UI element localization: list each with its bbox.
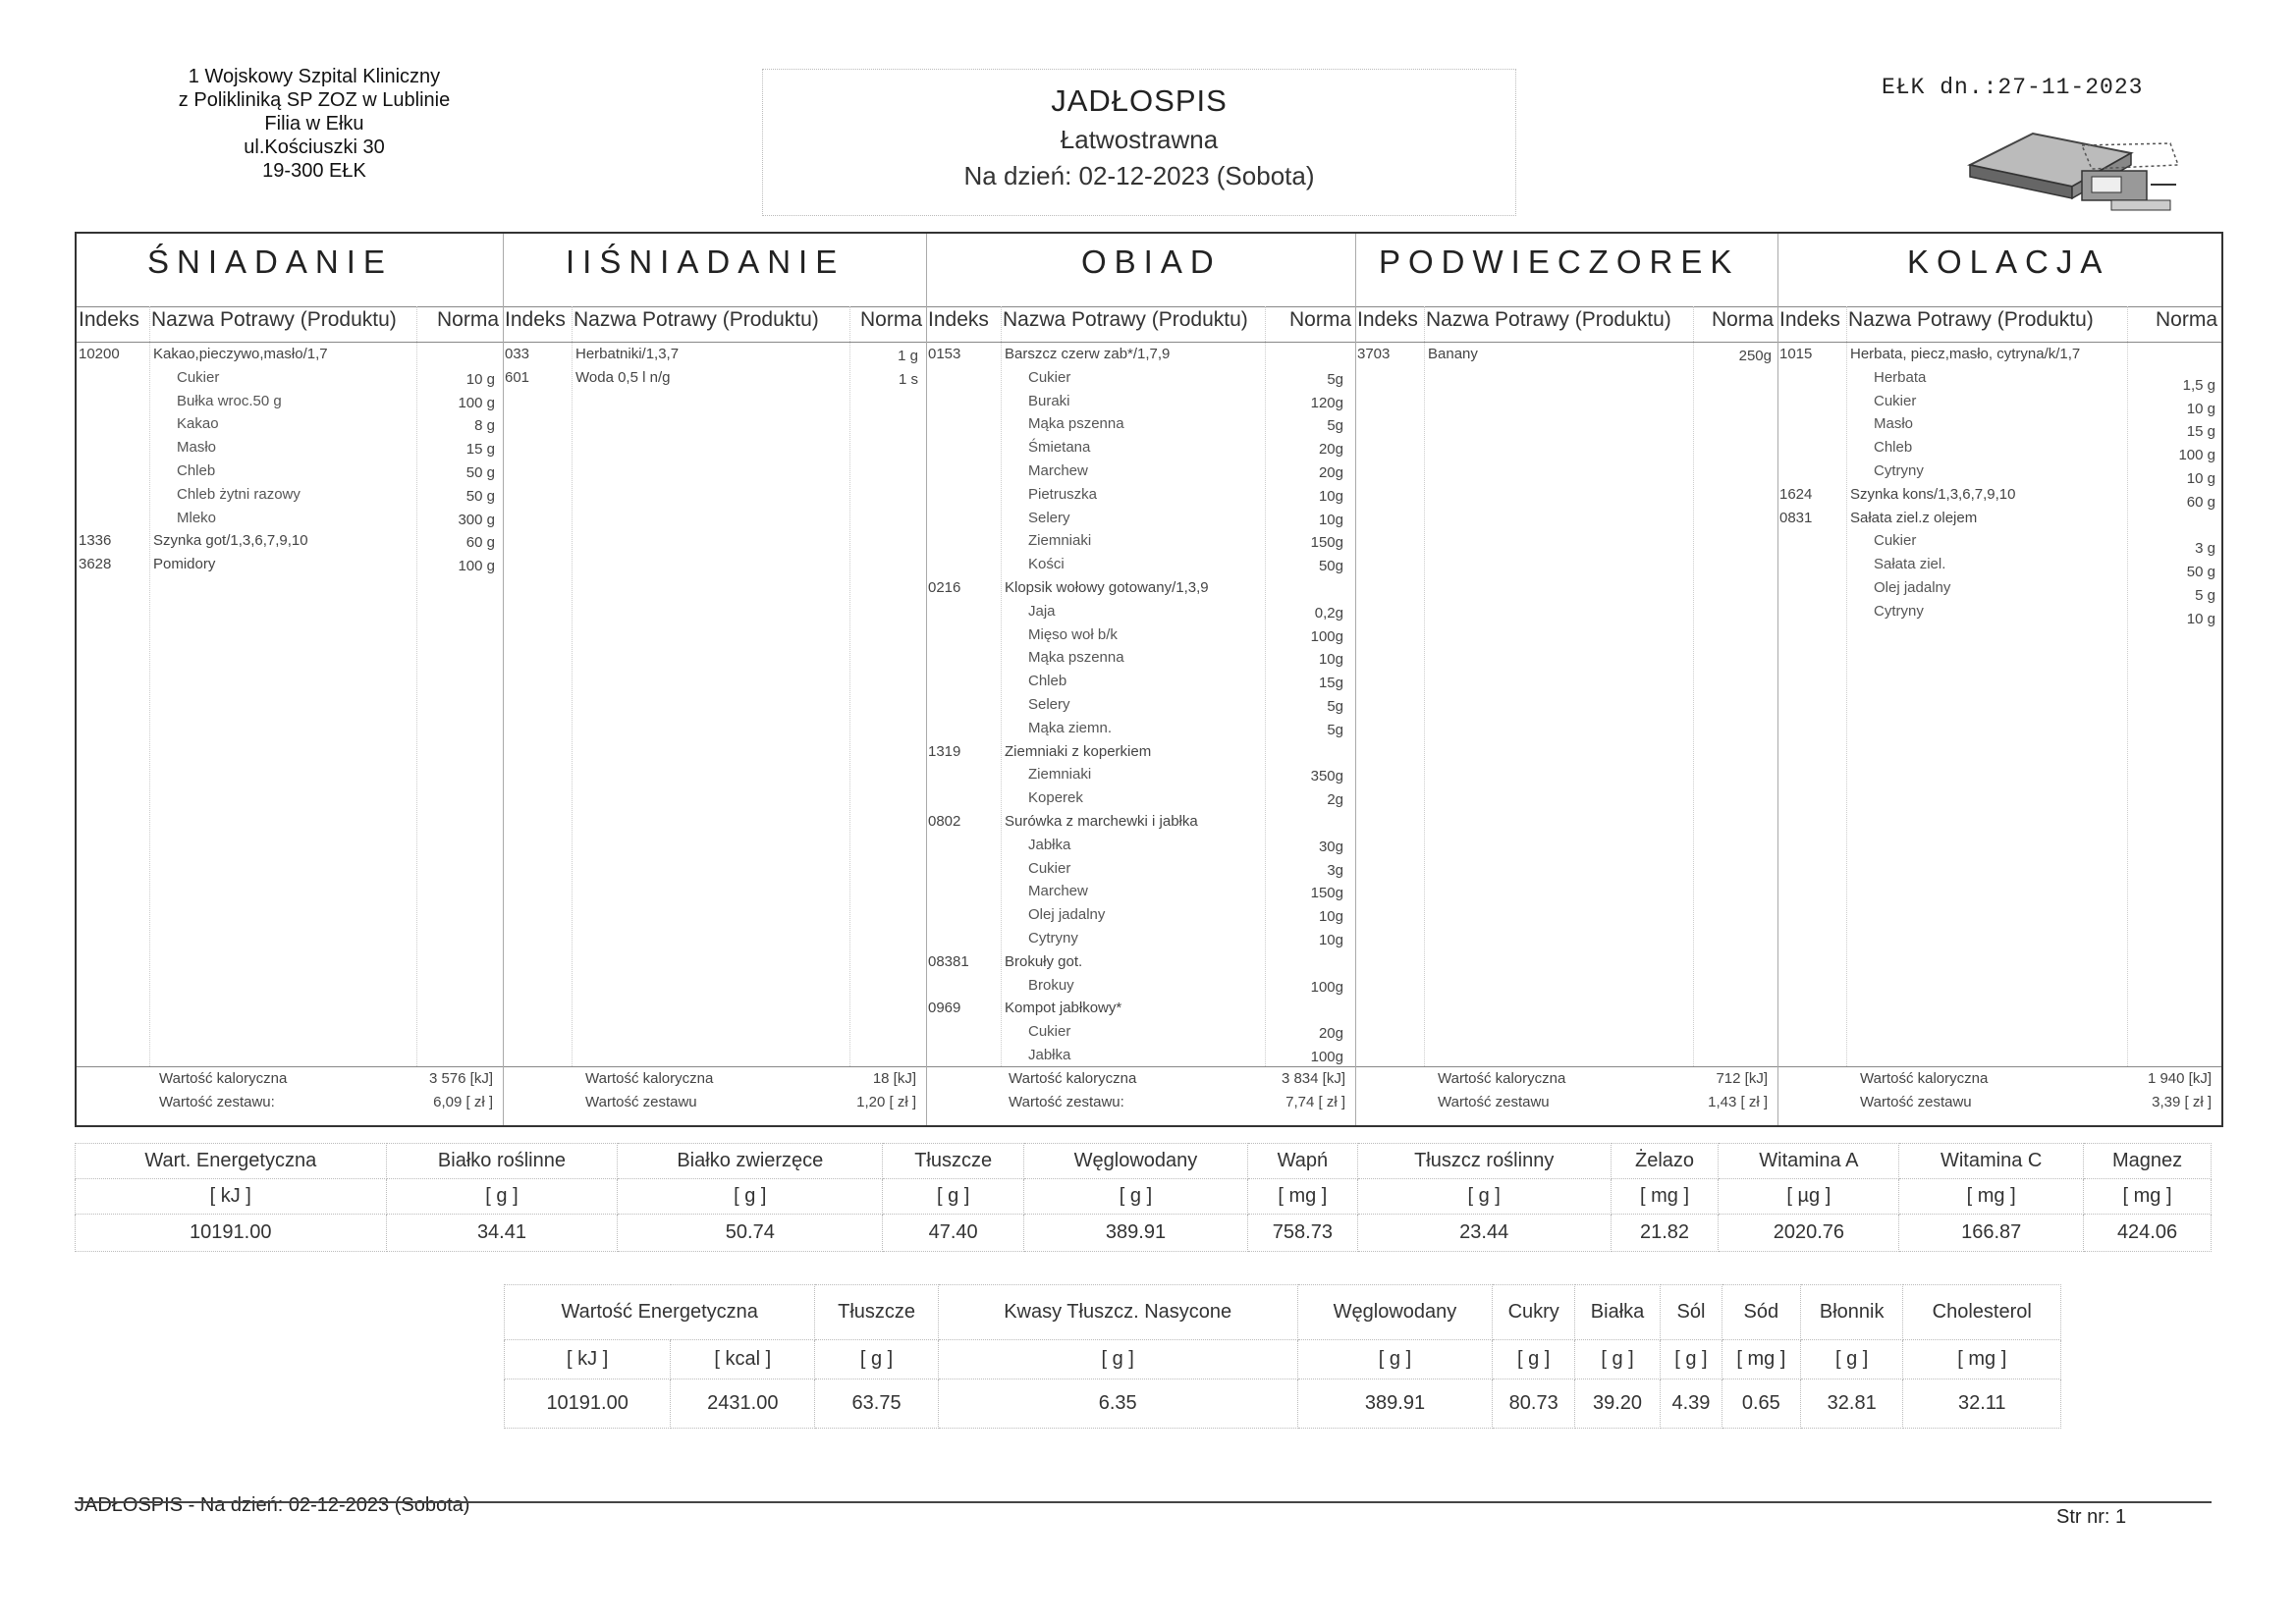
portion-norm: 5 g [2195,587,2215,604]
column-divider [149,306,150,1066]
page-number: Str nr: 1 [2056,1506,2127,1528]
portion-norm: 100g [1310,627,1343,645]
nutrition-unit: [ g ] [1661,1340,1722,1380]
nutrient-value: 10191.00 [76,1215,387,1252]
portion-norm: 5g [1327,721,1343,738]
nutrition-value: 80.73 [1493,1380,1575,1429]
nutrition-value: 4.39 [1661,1380,1722,1429]
nutrition-unit: [ kJ ] [505,1340,671,1380]
dish-index: 0802 [928,813,961,830]
calorie-label: Wartość kaloryczna [585,1070,714,1087]
nutrition-value: 39.20 [1574,1380,1660,1429]
cost-value: 7,74 [ zł ] [1285,1094,1345,1110]
nutrition-value: 389.91 [1297,1380,1493,1429]
ingredient-name: Marchew [1028,883,1088,900]
meal-title: KOLACJA [1907,243,2110,280]
portion-norm: 150g [1310,885,1343,902]
ingredient-name: Kości [1028,556,1065,573]
meal-table [75,232,2223,1127]
column-divider [1846,306,1847,1066]
portion-norm: 1 s [898,370,918,388]
col-header-name: Nazwa Potrawy (Produktu) [1426,308,1671,331]
dish-index: 0831 [1779,509,1813,526]
hospital-line: z Polikliniką SP ZOZ w Lublinie [178,89,451,111]
nutrient-unit: [ kJ ] [76,1179,387,1215]
dish-name: Szynka got/1,3,6,7,9,10 [153,532,308,550]
col-header-name: Nazwa Potrawy (Produktu) [151,308,397,331]
calorie-label: Wartość kaloryczna [159,1070,288,1087]
nutrition-value: 32.11 [1903,1380,2061,1429]
portion-norm: 10 g [465,370,495,388]
nutrition-header: Sól [1661,1285,1722,1340]
ingredient-name: Cukier [177,368,220,386]
portion-norm: 100 g [458,394,495,411]
portion-norm: 5g [1327,417,1343,435]
ingredient-name: Olej jadalny [1028,906,1106,924]
nutrient-header: Wart. Energetyczna [76,1144,387,1179]
portion-norm: 30g [1318,838,1343,855]
portion-norm: 10g [1318,487,1343,505]
nutrition-value: 63.75 [815,1380,938,1429]
col-header-index: Indeks [1779,308,1840,331]
portion-norm: 15 g [465,441,495,459]
ingredient-name: Selery [1028,696,1070,713]
nutrition-value: 32.81 [1800,1380,1903,1429]
hospital-line: Filia w Ełku [264,113,364,135]
meal-column-3 [926,234,1356,1125]
nutrition-header: Cukry [1493,1285,1575,1340]
portion-norm: 10g [1318,511,1343,528]
dish-name: Surówka z marchewki i jabłka [1005,813,1198,830]
dish-name: Klopsik wołowy gotowany/1,3,9 [1005,579,1209,596]
portion-norm: 3g [1327,861,1343,879]
nutrient-unit: [ mg ] [2084,1179,2212,1215]
calorie-value: 3 834 [kJ] [1281,1070,1345,1087]
ingredient-name: Mleko [177,509,217,526]
nutrient-value: 389.91 [1024,1215,1248,1252]
portion-norm: 10 g [2186,470,2215,487]
portion-norm: 20g [1318,464,1343,481]
cost-label: Wartość zestawu [1438,1094,1550,1110]
dish-name: Sałata ziel.z olejem [1850,509,1978,526]
calorie-label: Wartość kaloryczna [1438,1070,1566,1087]
portion-norm: 2g [1327,791,1343,809]
nutrient-unit: [ mg ] [1247,1179,1357,1215]
ingredient-name: Buraki [1028,392,1070,409]
ingredient-name: Cukier [1028,1023,1071,1041]
ingredient-name: Mąka ziemn. [1028,719,1113,736]
nutrient-value: 2020.76 [1719,1215,1899,1252]
ingredient-name: Cukier [1028,368,1071,386]
page-title: JADŁOSPIS [1051,83,1228,118]
dish-name: Brokuły got. [1005,952,1083,970]
column-divider [416,306,417,1066]
portion-norm: 10g [1318,651,1343,669]
nutrition-unit: [ g ] [938,1340,1297,1380]
dish-index: 0216 [928,579,961,596]
ingredient-name: Chleb żytni razowy [177,485,301,503]
col-header-index: Indeks [505,308,566,331]
calorie-value: 1 940 [kJ] [2147,1070,2212,1087]
nutrition-unit: [ mg ] [1722,1340,1800,1380]
dish-name: Kompot jabłkowy* [1005,1000,1122,1017]
ingredient-name: Cukier [1874,392,1917,409]
portion-norm: 350g [1310,768,1343,785]
nutrient-unit: [ g ] [1357,1179,1611,1215]
column-divider [1265,306,1266,1066]
portion-norm: 15 g [2186,423,2215,441]
meal-title: PODWIECZOREK [1379,243,1740,280]
portion-norm: 8 g [474,417,495,435]
dish-name: Woda 0,5 l n/g [575,368,671,386]
cost-label: Wartość zestawu [585,1094,697,1110]
nutrition-header: Tłuszcze [815,1285,938,1340]
portion-norm: 20g [1318,441,1343,459]
dish-index: 08381 [928,952,969,970]
meal-column-5 [1777,234,2221,1125]
meal-column-1 [77,234,504,1125]
ingredient-name: Brokuy [1028,976,1074,994]
title-box [762,69,1516,216]
nutrient-header: Białko roślinne [386,1144,618,1179]
nutrition-header: Cholesterol [1903,1285,2061,1340]
hospital-line: ul.Kościuszki 30 [244,136,385,158]
ingredient-name: Cytryny [1874,602,1924,620]
nutrient-value: 23.44 [1357,1215,1611,1252]
nutrition-unit: [ kcal ] [671,1340,815,1380]
nutrition-label-table [504,1284,2061,1429]
nutrition-unit: [ mg ] [1903,1340,2061,1380]
dish-name: Kakao,pieczywo,masło/1,7 [153,346,328,362]
portion-norm: 50 g [465,464,495,481]
dish-index: 3628 [79,556,112,573]
nutrient-summary-table [75,1143,2212,1252]
nutrient-unit: [ g ] [618,1179,883,1215]
ingredient-name: Chleb [1028,673,1067,690]
dish-index: 1015 [1779,346,1813,362]
ingredient-name: Sałata ziel. [1874,556,1946,573]
nutrition-value: 10191.00 [505,1380,671,1429]
ingredient-name: Śmietana [1028,439,1091,457]
cost-label: Wartość zestawu: [159,1094,275,1110]
ingredient-name: Jabłka [1028,836,1071,853]
ingredient-name: Cukier [1874,532,1917,550]
dish-name: Ziemniaki z koperkiem [1005,742,1152,760]
portion-norm: 250g [1738,348,1772,364]
hospital-line: 1 Wojskowy Szpital Kliniczny [188,66,441,87]
column-divider [849,306,850,1066]
nutrient-header: Magnez [2084,1144,2212,1179]
diet-name: Łatwostrawna [1060,125,1219,154]
ingredient-name: Masło [1874,415,1914,433]
ingredient-name: Jaja [1028,602,1056,620]
ingredient-name: Herbata [1874,368,1927,386]
calorie-value: 712 [kJ] [1716,1070,1768,1087]
footer-divider [75,1501,2212,1503]
portion-norm: 100 g [458,558,495,575]
column-divider [1424,306,1425,1066]
nutrient-header: Tłuszcz roślinny [1357,1144,1611,1179]
column-divider [1001,306,1002,1066]
dish-index: 1319 [928,742,961,760]
nutrition-value: 2431.00 [671,1380,815,1429]
col-header-norm: Norma [1288,308,1351,331]
calorie-value: 3 576 [kJ] [428,1070,493,1087]
nutrient-unit: [ g ] [1024,1179,1248,1215]
nutrition-unit: [ g ] [1574,1340,1660,1380]
meal-title: IIŚNIADANIE [566,243,846,280]
ingredient-name: Cytryny [1874,462,1924,479]
cost-label: Wartość zestawu [1860,1094,1972,1110]
col-header-norm: Norma [2155,308,2217,331]
menu-date: Na dzień: 02-12-2023 (Sobota) [963,161,1315,190]
nutrition-header: Kwasy Tłuszcz. Nasycone [938,1285,1297,1340]
nutrition-unit: [ g ] [1493,1340,1575,1380]
dish-name: Herbata, piecz,masło, cytryna/k/1,7 [1850,346,2081,362]
calorie-label: Wartość kaloryczna [1860,1070,1989,1087]
column-divider [1693,306,1694,1066]
ingredient-name: Pietruszka [1028,485,1098,503]
portion-norm: 120g [1310,394,1343,411]
portion-norm: 10 g [2186,400,2215,417]
portion-norm: 20g [1318,1025,1343,1043]
ingredient-name: Olej jadalny [1874,579,1951,596]
calorie-value: 18 [kJ] [872,1070,916,1087]
portion-norm: 3 g [2195,540,2215,558]
portion-norm: 100 g [2178,447,2215,464]
cost-value: 3,39 [ zł ] [2152,1094,2212,1110]
cost-value: 1,20 [ zł ] [856,1094,916,1110]
nutrient-unit: [ µg ] [1719,1179,1899,1215]
nutrient-unit: [ g ] [883,1179,1024,1215]
nutrient-value: 47.40 [883,1215,1024,1252]
ingredient-name: Mięso woł b/k [1028,625,1118,643]
portion-norm: 100g [1310,978,1343,996]
nutrient-header: Tłuszcze [883,1144,1024,1179]
ingredient-name: Jabłka [1028,1047,1071,1063]
energy-header: Wartość Energetyczna [505,1285,815,1340]
nutrient-value: 758.73 [1247,1215,1357,1252]
cost-value: 6,09 [ zł ] [433,1094,493,1110]
nutrient-header: Węglowodany [1024,1144,1248,1179]
portion-norm: 0,2g [1314,604,1343,622]
nutrient-unit: [ mg ] [1899,1179,2084,1215]
portion-norm: 5g [1327,698,1343,715]
col-header-norm: Norma [1711,308,1774,331]
ingredient-name: Marchew [1028,462,1088,479]
nutrition-unit: [ g ] [815,1340,938,1380]
cost-value: 1,43 [ zł ] [1708,1094,1768,1110]
nutrition-header: Białka [1574,1285,1660,1340]
col-header-name: Nazwa Potrawy (Produktu) [1003,308,1248,331]
nutrition-unit: [ g ] [1800,1340,1903,1380]
ingredient-name: Ziemniaki [1028,766,1092,784]
dish-name: Szynka kons/1,3,6,7,9,10 [1850,485,2016,503]
dish-name: Barszcz czerw zab*/1,7,9 [1005,346,1171,362]
portion-norm: 150g [1310,534,1343,552]
ingredient-name: Ziemniaki [1028,532,1092,550]
col-header-norm: Norma [859,308,922,331]
hospital-line: 19-300 EŁK [262,160,366,182]
nutrient-value: 50.74 [618,1215,883,1252]
nutrition-header: Sód [1722,1285,1800,1340]
nutrient-header: Witamina A [1719,1144,1899,1179]
ingredient-name: Cukier [1028,859,1071,877]
footer-title: JADŁOSPIS - Na dzień: 02-12-2023 (Sobota) [75,1494,470,1516]
dish-name: Pomidory [153,556,216,573]
nutrient-value: 34.41 [386,1215,618,1252]
nutrient-header: Wapń [1247,1144,1357,1179]
col-header-norm: Norma [436,308,499,331]
col-header-index: Indeks [928,308,989,331]
portion-norm: 10g [1318,932,1343,948]
nutrition-unit: [ g ] [1297,1340,1493,1380]
ingredient-name: Bułka wroc.50 g [177,392,282,409]
dish-name: Herbatniki/1,3,7 [575,346,680,362]
column-divider [572,306,573,1066]
portion-norm: 15g [1318,675,1343,692]
dish-index: 1336 [79,532,112,550]
ingredient-name: Mąka pszenna [1028,415,1124,433]
dish-index: 3703 [1357,346,1391,362]
meal-column-2 [503,234,927,1125]
col-header-name: Nazwa Potrawy (Produktu) [574,308,819,331]
portion-norm: 50 g [465,487,495,505]
ingredient-name: Koperek [1028,789,1083,807]
ingredient-name: Selery [1028,509,1070,526]
portion-norm: 1 g [898,348,918,364]
dish-name: Banany [1428,346,1478,362]
portion-norm: 50 g [2186,564,2215,581]
col-header-index: Indeks [1357,308,1418,331]
ingredient-name: Kakao [177,415,219,433]
portion-norm: 10 g [2186,610,2215,627]
nutrient-unit: [ g ] [386,1179,618,1215]
ingredient-name: Cytryny [1028,930,1078,947]
portion-norm: 5g [1327,370,1343,388]
portion-norm: 10g [1318,908,1343,926]
portion-norm: 50g [1318,558,1343,575]
printer-icon [1964,126,2184,220]
ingredient-name: Chleb [177,462,216,479]
nutrient-value: 166.87 [1899,1215,2084,1252]
portion-norm: 60 g [2186,493,2215,511]
nutrient-unit: [ mg ] [1611,1179,1719,1215]
issue-date-stamp: EŁK dn.:27-11-2023 [1882,75,2144,100]
portion-norm: 60 g [465,534,495,552]
nutrient-header: Witamina C [1899,1144,2084,1179]
column-divider [2127,306,2128,1066]
meal-column-4 [1355,234,1778,1125]
meal-title: OBIAD [1081,243,1222,280]
nutrition-value: 6.35 [938,1380,1297,1429]
col-header-name: Nazwa Potrawy (Produktu) [1848,308,2094,331]
ingredient-name: Chleb [1874,439,1913,457]
dish-index: 601 [505,368,530,386]
portion-norm: 100g [1310,1049,1343,1065]
nutrition-value: 0.65 [1722,1380,1800,1429]
cost-label: Wartość zestawu: [1009,1094,1124,1110]
nutrient-value: 424.06 [2084,1215,2212,1252]
ingredient-name: Masło [177,439,217,457]
col-header-index: Indeks [79,308,139,331]
nutrient-header: Żelazo [1611,1144,1719,1179]
dish-index: 10200 [79,346,120,362]
calorie-label: Wartość kaloryczna [1009,1070,1137,1087]
meal-title: ŚNIADANIE [147,243,393,280]
nutrition-header: Błonnik [1800,1285,1903,1340]
portion-norm: 300 g [458,511,495,528]
dish-index: 0969 [928,1000,961,1017]
hospital-address [88,65,540,183]
dish-index: 033 [505,346,530,362]
portion-norm: 1,5 g [2182,376,2215,394]
dish-index: 1624 [1779,485,1813,503]
nutrient-value: 21.82 [1611,1215,1719,1252]
nutrient-header: Białko zwierzęce [618,1144,883,1179]
nutrition-header: Węglowodany [1297,1285,1493,1340]
dish-index: 0153 [928,346,961,362]
ingredient-name: Mąka pszenna [1028,649,1124,667]
